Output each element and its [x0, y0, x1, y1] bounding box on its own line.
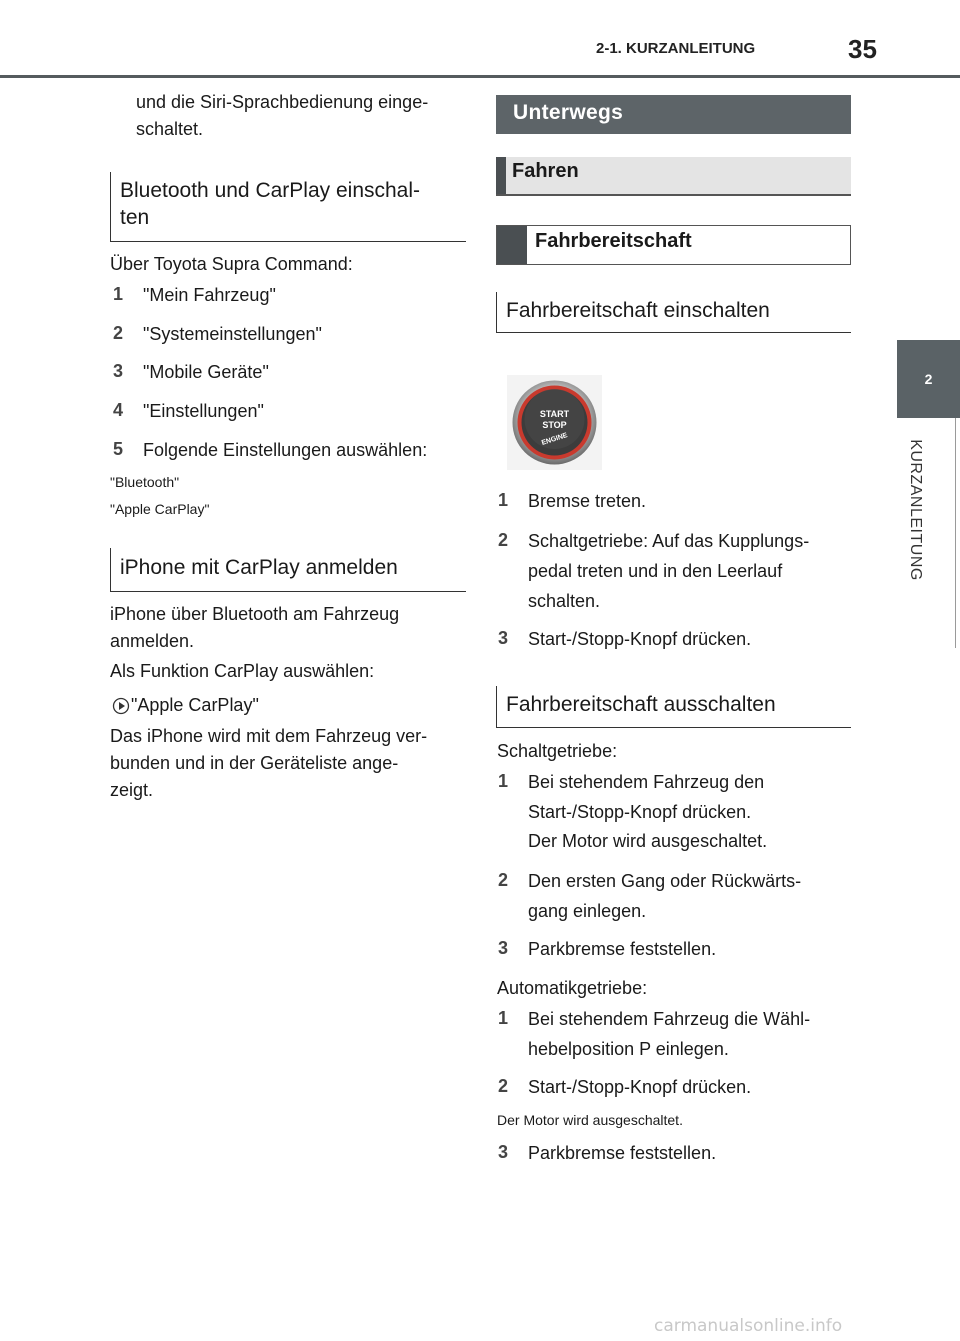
step-number: 2 — [498, 530, 509, 550]
step-number: 1 — [498, 490, 509, 510]
step-text: "Einstellungen" — [143, 401, 264, 421]
iphone-para-3-line-1: Das iPhone wird mit dem Fahrzeug ver- — [110, 726, 428, 746]
heading-bar — [496, 157, 506, 194]
step-text: Start-/Stopp-Knopf drücken. — [528, 1077, 752, 1097]
option-apple-carplay: "Apple CarPlay" — [110, 501, 210, 517]
step-text: hebelposition P einlegen. — [528, 1039, 729, 1059]
iphone-para-1-line-1: iPhone über Bluetooth am Fahrzeug — [110, 604, 400, 624]
bluetooth-heading-line-1: Bluetooth und CarPlay einschal- — [120, 179, 421, 202]
section-title: 2-1. KURZANLEITUNG — [596, 40, 756, 57]
header-rule — [0, 75, 960, 78]
button-stop-label: STOP — [542, 420, 567, 430]
step-number: 2 — [113, 323, 124, 343]
fahren-label: Fahren — [512, 160, 579, 182]
step-number: 1 — [498, 771, 509, 791]
heading-bar — [497, 226, 527, 264]
iphone-para-3-line-2: bunden und in der Geräteliste ange- — [110, 753, 399, 773]
step-text: "Mobile Geräte" — [143, 362, 269, 382]
step-text: pedal treten und in den Leerlauf — [528, 561, 783, 581]
step-text: Bremse treten. — [528, 491, 647, 511]
iphone-heading: iPhone mit CarPlay anmelden — [110, 548, 466, 592]
page-number: 35 — [848, 34, 877, 64]
iphone-para-3-line-3: zeigt. — [110, 780, 154, 800]
intro-line-2: schaltet. — [136, 119, 204, 139]
unterwegs-heading: Unterwegs — [496, 95, 851, 134]
step-text: Den ersten Gang oder Rückwärts- — [528, 871, 802, 891]
step-text: Parkbremse feststellen. — [528, 939, 717, 959]
step-number: 5 — [113, 439, 124, 459]
on-heading: Fahrbereitschaft einschalten — [496, 292, 851, 333]
step-number: 1 — [113, 284, 124, 304]
manual-lead: Schaltgetriebe: — [497, 741, 618, 761]
iphone-para-2: Als Funktion CarPlay auswählen: — [110, 661, 375, 681]
play-circle-icon — [112, 697, 130, 720]
step-text: Bei stehendem Fahrzeug den — [528, 772, 765, 792]
step-number: 2 — [498, 1076, 509, 1096]
fahren-heading — [496, 157, 851, 196]
step-number: 3 — [498, 938, 509, 958]
step-number: 1 — [498, 1008, 509, 1028]
step-text: gang einlegen. — [528, 901, 647, 921]
step-text: "Systemeinstellungen" — [143, 324, 322, 344]
intro-line-1: und die Siri-Sprachbedienung einge- — [136, 92, 429, 112]
step-text: Start-/Stopp-Knopf drücken. — [528, 629, 752, 649]
step-text: Schaltgetriebe: Auf das Kupplungs- — [528, 531, 810, 551]
watermark: carmanualsonline.info — [654, 1316, 843, 1336]
step-text: Bei stehendem Fahrzeug die Wähl- — [528, 1009, 811, 1029]
step-text: schalten. — [528, 591, 601, 611]
chapter-label: KURZANLEITUNG — [907, 439, 924, 581]
step-text: Parkbremse feststellen. — [528, 1143, 717, 1163]
step-text: Start-/Stopp-Knopf drücken. — [528, 802, 752, 822]
bluetooth-heading-line-2: ten — [120, 206, 150, 229]
step-number: 4 — [113, 400, 124, 420]
step-text: Der Motor wird ausgeschaltet. — [528, 831, 768, 851]
step-text: Folgende Einstellungen auswählen: — [143, 440, 428, 460]
off-heading: Fahrbereitschaft ausschalten — [496, 686, 851, 728]
auto-lead: Automatikgetriebe: — [497, 978, 648, 998]
fahrbereitschaft-label: Fahrbereitschaft — [535, 230, 692, 252]
iphone-option: "Apple CarPlay" — [131, 695, 259, 715]
fahrbereitschaft-heading — [496, 225, 851, 265]
option-bluetooth: "Bluetooth" — [110, 474, 180, 490]
bluetooth-lead: Über Toyota Supra Command: — [110, 254, 353, 274]
step-text: "Mein Fahrzeug" — [143, 285, 276, 305]
button-engine-label: ENGINE — [540, 431, 569, 447]
bluetooth-heading — [110, 172, 466, 242]
chapter-tab[interactable]: 2 — [897, 340, 960, 418]
step-number: 2 — [498, 870, 509, 890]
auto-note: Der Motor wird ausgeschaltet. — [497, 1112, 683, 1128]
button-start-label: START — [539, 409, 570, 419]
side-divider — [955, 418, 956, 648]
step-number: 3 — [113, 361, 124, 381]
start-stop-button-image — [507, 375, 602, 470]
iphone-para-1-line-2: anmelden. — [110, 631, 195, 651]
step-number: 3 — [498, 628, 509, 648]
step-number: 3 — [498, 1142, 509, 1162]
